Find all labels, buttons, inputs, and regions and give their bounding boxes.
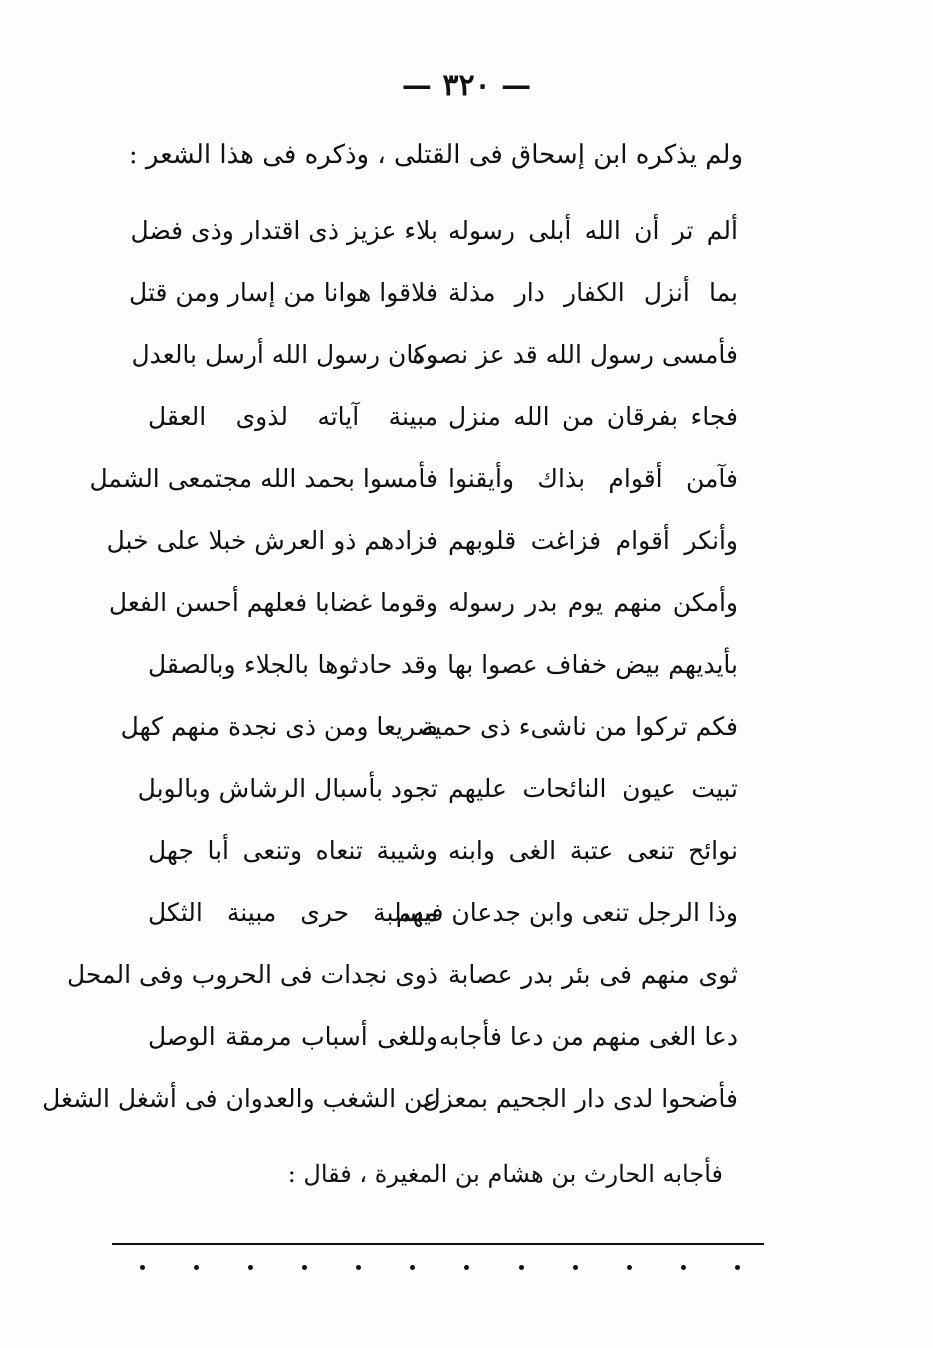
verse-second-hemistich: وقد حادثوها بالجلاء وبالصقل (148, 650, 438, 679)
verse (0, 820, 933, 882)
verse-first-hemistich: نوائح تنعى عتبة الغى وابنه (448, 836, 738, 865)
verse (0, 944, 933, 1006)
verse-first-hemistich: وأمكن منهم يوم بدر رسوله (448, 588, 738, 617)
verse-first-hemistich: وذا الرجل تنعى وابن جدعان فيهم (395, 898, 738, 927)
verse-second-hemistich: فزادهم ذو العرش خبلا على خبل (106, 526, 438, 555)
verse-first-hemistich: تبيت عيون النائحات عليهم (448, 774, 738, 803)
ornament-dot (681, 1265, 686, 1270)
verse-second-hemistich: وللغى أسباب مرمقة الوصل (148, 1022, 438, 1051)
closing-line: فأجابه الحارث بن هشام بن المغيرة ، فقال : (287, 1160, 723, 1188)
ornament-dot (194, 1265, 199, 1270)
verse (0, 1068, 933, 1130)
verse-second-hemistich: صريعا ومن ذى نجدة منهم كهل (120, 712, 438, 741)
ornament-dot (140, 1265, 145, 1270)
verse (0, 448, 933, 510)
verse-first-hemistich: بأيديهم بيض خفاف عصوا بها (447, 650, 738, 679)
verse (0, 386, 933, 448)
verse (0, 572, 933, 634)
verse-first-hemistich: فجاء بفرقان من الله منزل (448, 402, 738, 431)
verse-second-hemistich: وشيبة تنعاه وتنعى أبا جهل (148, 836, 438, 865)
verse (0, 510, 933, 572)
verse-first-hemistich: ألم تر أن الله أبلى رسوله (448, 216, 738, 245)
verse-first-hemistich: ثوى منهم فى بئر بدر عصابة (448, 960, 738, 989)
verse-first-hemistich: فأضحوا لدى دار الجحيم بمعزل (422, 1084, 738, 1113)
footer-rule (112, 1243, 764, 1245)
ornament-dot (410, 1265, 415, 1270)
verse-second-hemistich: وكان رسول الله أرسل بالعدل (131, 340, 438, 369)
ornament-dot (627, 1265, 632, 1270)
ornament-dot (302, 1265, 307, 1270)
verse-second-hemistich: ذوى نجدات فى الحروب وفى المحل (66, 960, 438, 989)
verse (0, 262, 933, 324)
verse-second-hemistich: فلاقوا هوانا من إسار ومن قتل (129, 278, 438, 307)
verse-second-hemistich: تجود بأسبال الرشاش وبالوبل (137, 774, 438, 803)
verse (0, 634, 933, 696)
verse-second-hemistich: مبينة آياته لذوى العقل (148, 402, 438, 431)
verse (0, 200, 933, 262)
verse-first-hemistich: فآمن أقوام بذاك وأيقنوا (448, 464, 738, 493)
verse (0, 758, 933, 820)
intro-line: ولم يذكره ابن إسحاق فى القتلى ، وذكره فى هذا الشعر : (128, 140, 743, 170)
ornament-dot (573, 1265, 578, 1270)
verse-first-hemistich: وأنكر أقوام فزاغت قلوبهم (448, 526, 738, 555)
verse-first-hemistich: فكم تركوا من ناشىء ذى حمية (421, 712, 738, 741)
verse-first-hemistich: فأمسى رسول الله قد عز نصره (412, 340, 738, 369)
poem (0, 200, 933, 1130)
verse (0, 696, 933, 758)
verse (0, 882, 933, 944)
verse-second-hemistich: بلاء عزيز ذى اقتدار وذى فضل (130, 216, 438, 245)
ornament-dot (735, 1265, 740, 1270)
ornament-dot (356, 1265, 361, 1270)
ornament-dot (519, 1265, 524, 1270)
verse-second-hemistich: فأمسوا بحمد الله مجتمعى الشمل (89, 464, 438, 493)
ornament-dot (248, 1265, 253, 1270)
footer-dots (140, 1265, 740, 1270)
verse-second-hemistich: وقوما غضابا فعلهم أحسن الفعل (108, 588, 438, 617)
verse (0, 324, 933, 386)
verse-second-hemistich: مسلبة حرى مبينة الثكل (148, 898, 438, 927)
verse-second-hemistich: عن الشغب والعدوان فى أشغل الشغل (42, 1084, 438, 1113)
verse-first-hemistich: بما أنزل الكفار دار مذلة (448, 278, 738, 307)
verse-first-hemistich: دعا الغى منهم من دعا فأجابه (438, 1022, 738, 1051)
page-number: — ٣٢٠ — (401, 68, 532, 103)
ornament-dot (464, 1265, 469, 1270)
verse (0, 1006, 933, 1068)
